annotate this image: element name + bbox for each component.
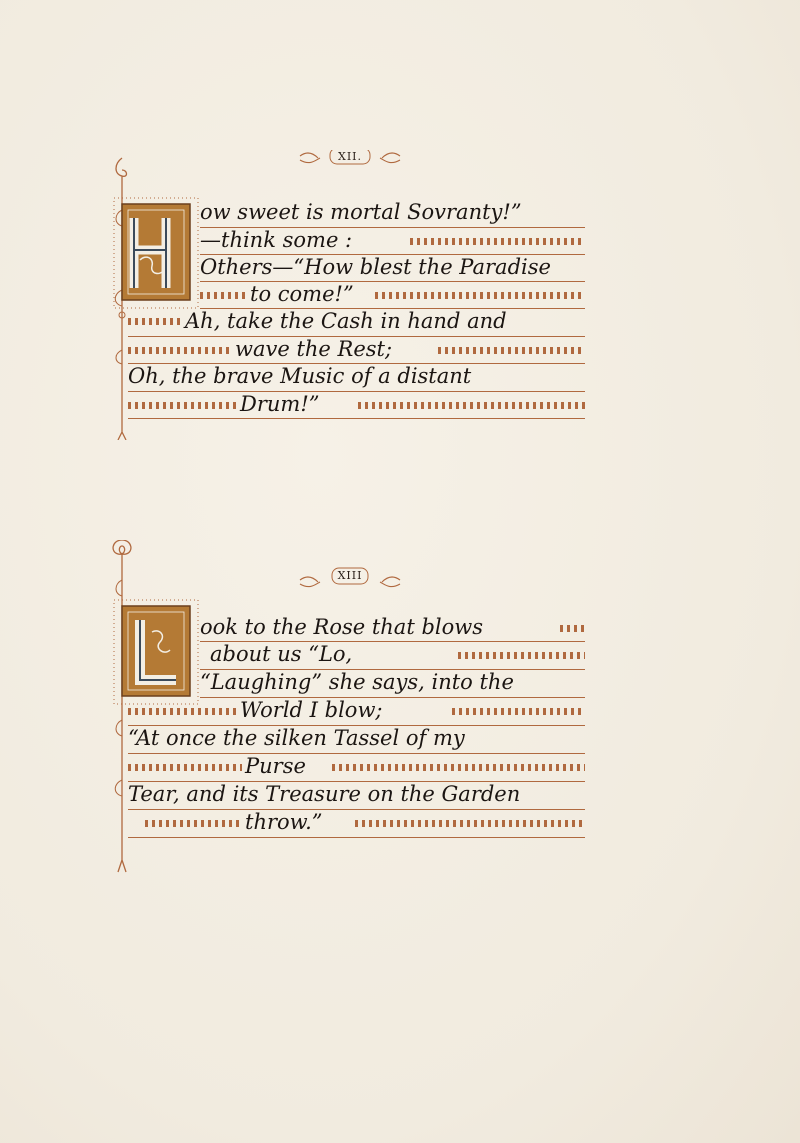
verse-line: Ah, take the Cash in hand and (185, 309, 507, 333)
verse-line: Tear, and its Treasure on the Garden (128, 782, 521, 806)
verse-line: ook to the Rose that blows (200, 615, 483, 639)
ornament-band (438, 347, 585, 354)
ornament-band (410, 238, 585, 245)
stanza-numeral: XII. (337, 150, 363, 163)
verse-line: Oh, the brave Music of a distant (128, 364, 472, 388)
verse-line: wave the Rest; (235, 337, 393, 361)
verse-line: to come!” (250, 282, 354, 306)
verse-line: Purse (245, 754, 306, 778)
ornament-band (355, 820, 585, 827)
verse-line: “At once the silken Tassel of my (128, 726, 465, 750)
ornament-band (560, 625, 585, 632)
ornament-band (200, 292, 248, 299)
verse-line: —think some : (200, 228, 353, 252)
ornament-band (128, 347, 233, 354)
verse-line: Drum!” (240, 392, 320, 416)
ornament-band (452, 708, 585, 715)
ruled-line (128, 753, 585, 754)
ornament-band (358, 402, 585, 409)
verse-line: World I blow; (240, 698, 383, 722)
ornament-band (145, 820, 243, 827)
verse-line: throw.” (245, 810, 323, 834)
verse-line: Others—“How blest the Paradise (200, 255, 551, 279)
ornament-band (128, 318, 183, 325)
verse-line: about us “Lo, (210, 642, 353, 666)
verse-line: “Laughing” she says, into the (200, 670, 514, 694)
ruled-line (128, 391, 585, 392)
ornament-band (128, 764, 242, 771)
stanza-xii (100, 150, 600, 440)
ruled-line (128, 837, 585, 838)
ornament-band (332, 764, 585, 771)
stanza-xiii (100, 540, 600, 875)
ornament-band (458, 652, 585, 659)
ornament-band (128, 402, 236, 409)
ruled-line (128, 809, 585, 810)
ruled-line (128, 418, 585, 419)
ornament-band (128, 708, 238, 715)
verse-line: ow sweet is mortal Sovranty!” (200, 200, 522, 224)
stanza-numeral: XIII (337, 569, 363, 582)
ornament-band (375, 292, 585, 299)
